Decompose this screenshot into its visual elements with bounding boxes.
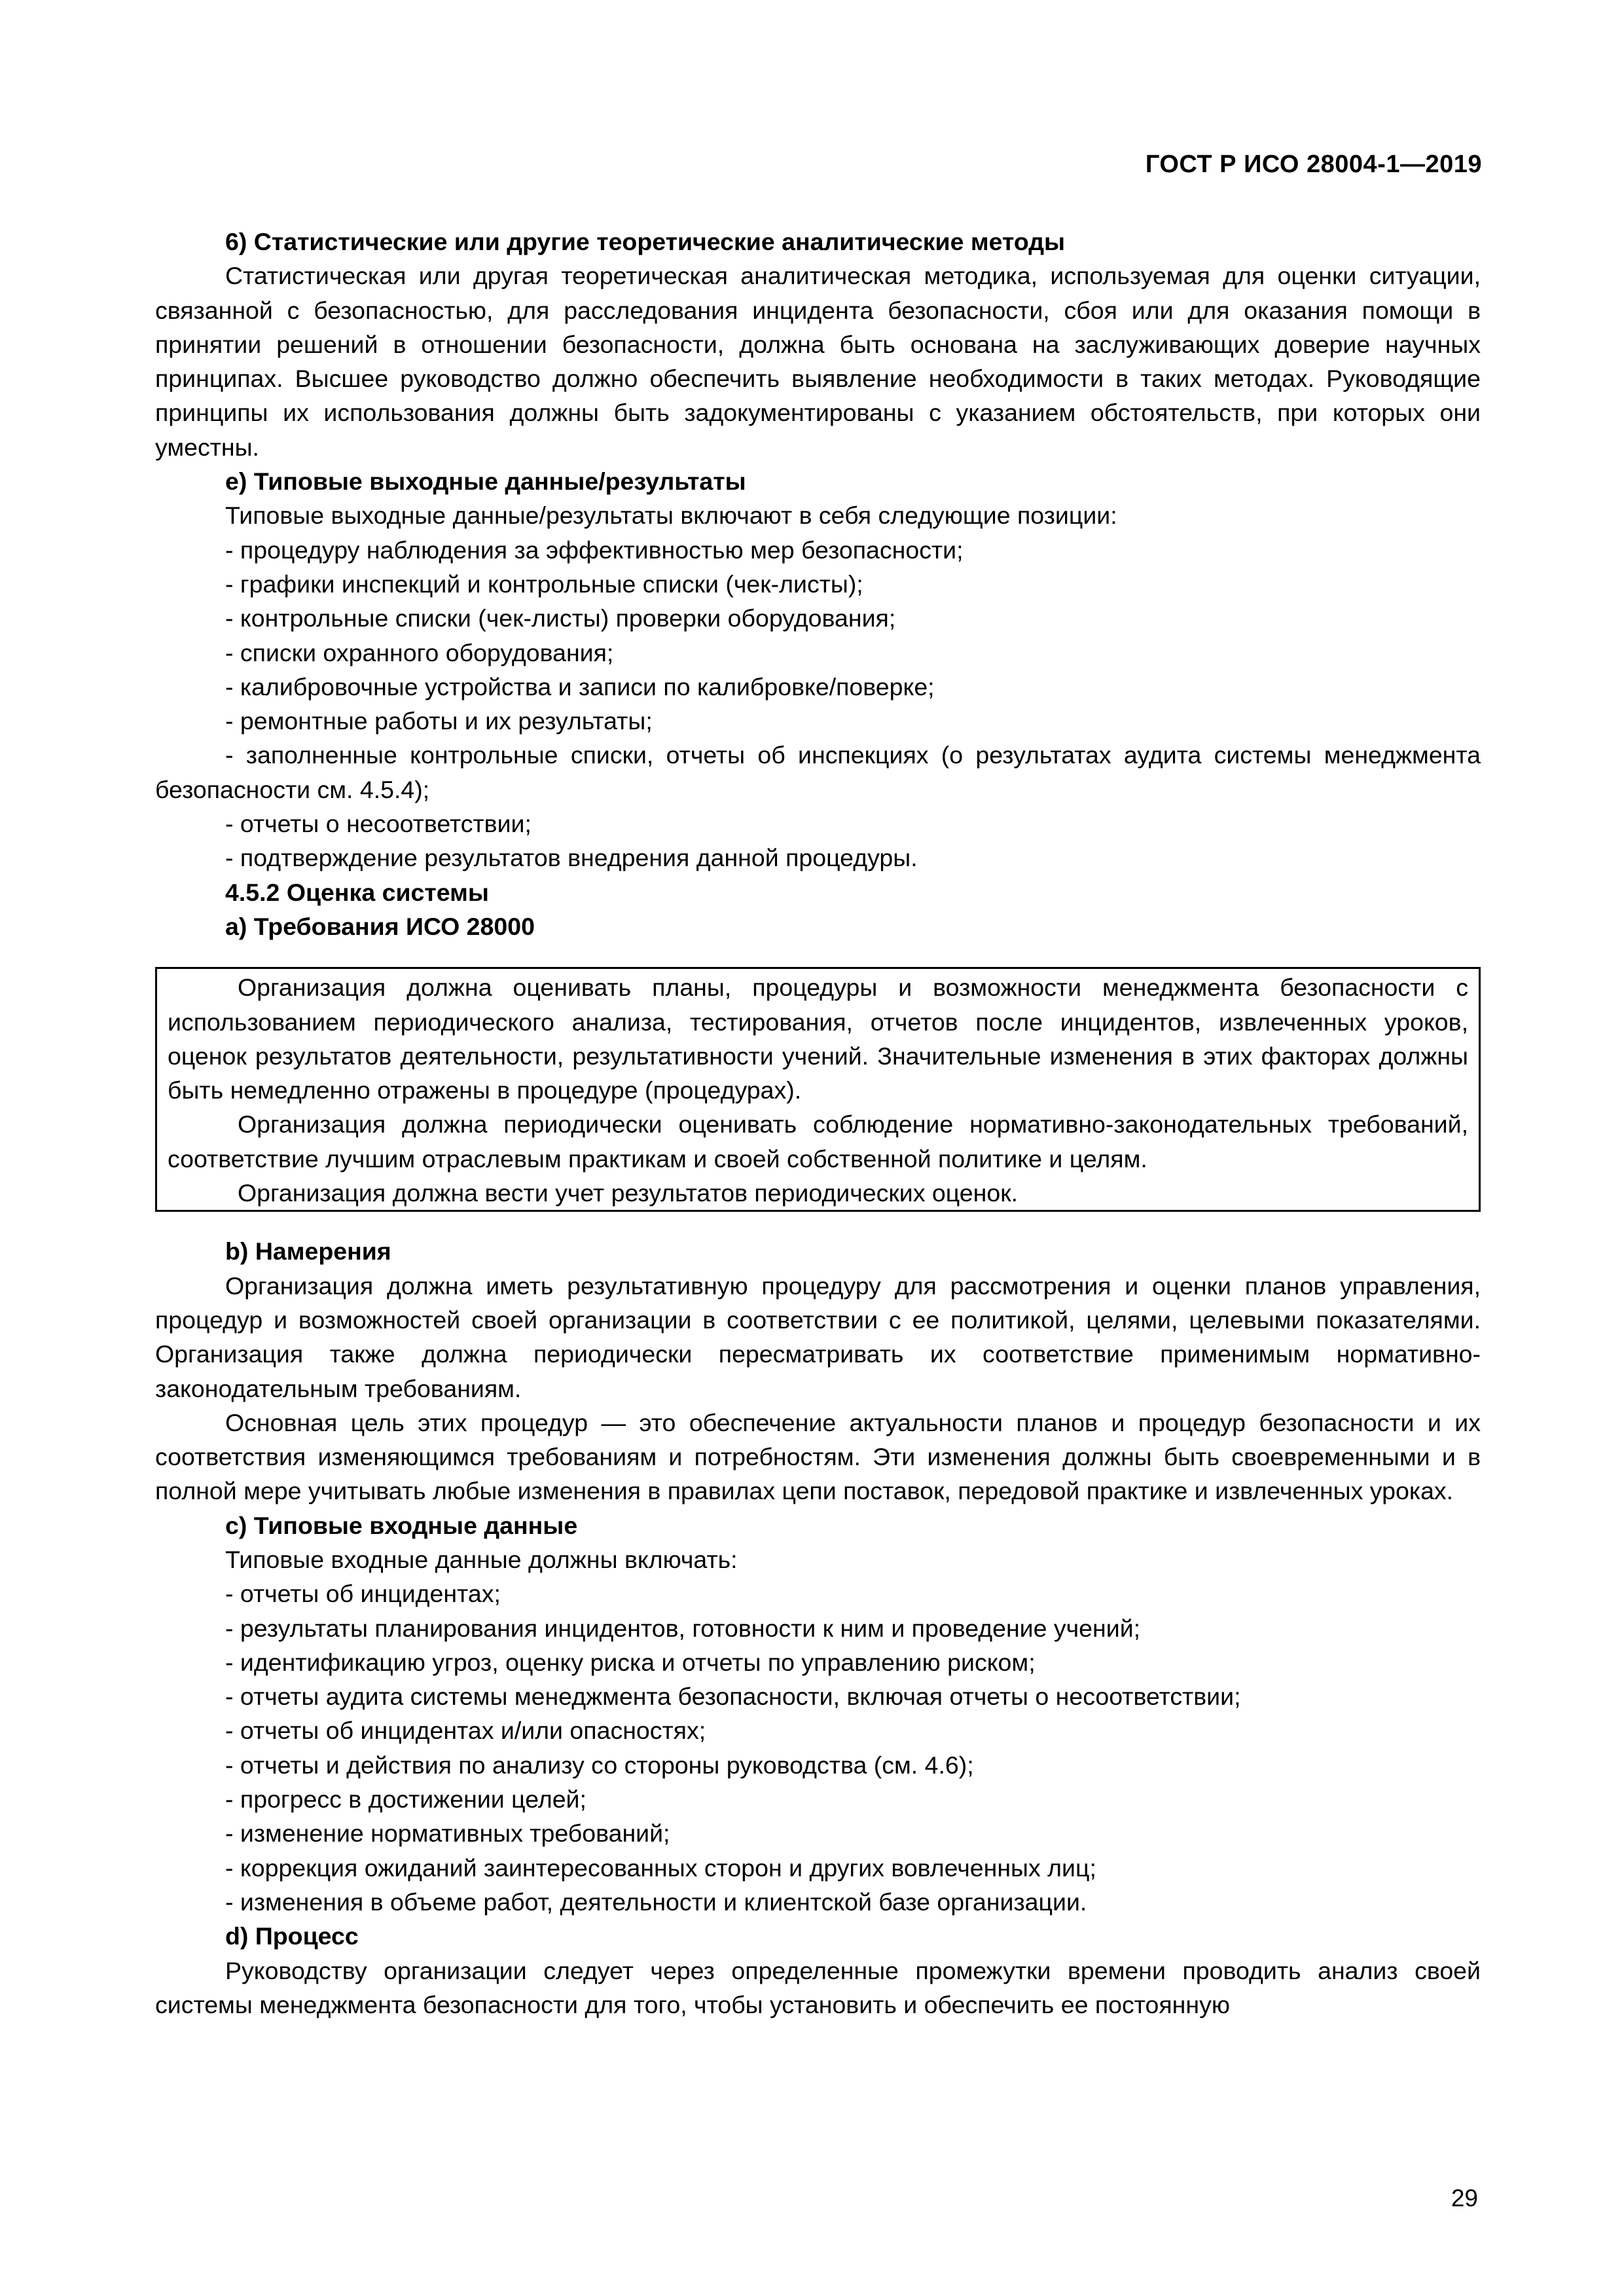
section-heading-methods: 6) Статистические или другие теоретические аналитические методы <box>225 228 1066 255</box>
list-item: - отчеты о несоответствии; <box>225 810 532 838</box>
list-item: - отчеты и действия по анализу со стороны руководства (см. 4.6); <box>225 1751 974 1779</box>
section-heading-system-evaluation: 4.5.2 Оценка системы <box>225 878 489 906</box>
list-item: - подтверждение результатов внедрения данной процедуры. <box>225 844 918 872</box>
section-heading-inputs: с) Типовые входные данные <box>225 1511 578 1539</box>
list-item: - коррекция ожиданий заинтересованных сторон и других вовлеченных лиц; <box>225 1853 1096 1882</box>
list-item: - отчеты об инцидентах; <box>225 1580 501 1608</box>
page-content <box>155 225 1481 2022</box>
list-item: - калибровочные устройства и записи по калибровке/поверке; <box>225 672 935 701</box>
list-item: - результаты планирования инцидентов, готовности к ним и проведение учений; <box>225 1614 1141 1642</box>
list-item: - ремонтные работы и их результаты; <box>225 707 653 735</box>
requirements-box <box>155 967 1481 1212</box>
box-paragraph: Организация должна оценивать планы, процедуры и возможности менеджмента безопасности с использованием периодического анализа, тестирования, отчетов после инцидентов, извлеченных уроков, оценок результатов деятельности, результативности учений. Значительные изменения в этих факторах должны быть немедленно отражены в процедуре (процедурах). <box>168 974 1468 1104</box>
list-item: - процедуру наблюдения за эффективностью мер безопасности; <box>225 536 964 564</box>
list-item: - контрольные списки (чек-листы) проверки оборудования; <box>225 604 896 632</box>
list-item: - изменение нормативных требований; <box>225 1819 670 1848</box>
section-heading-intentions: b) Намерения <box>225 1237 391 1266</box>
process-paragraph: Руководству организации следует через определенные промежутки времени проводить анализ своей системы менеджмента безопасности для того, чтобы установить и обеспечить ее постоянную <box>155 1956 1481 2018</box>
list-item: - изменения в объеме работ, деятельности и клиентской базе организации. <box>225 1887 1087 1916</box>
section-heading-outputs: е) Типовые выходные данные/результаты <box>225 467 746 496</box>
intentions-paragraph: Основная цель этих процедур — это обеспечение актуальности планов и процедур безопасности и их соответствия изменяющимся требованиям и потребностям. Эти изменения должны быть своевременными и в полной мере учитывать любые изменения в правилах цепи поставок, передовой практике и извлеченных уроках. <box>155 1408 1481 1505</box>
box-paragraph: Организация должна вести учет результатов периодических оценок. <box>238 1179 1019 1207</box>
paragraph-methods: Статистическая или другая теоретическая аналитическая методика, используемая для оценки ситуации, связанной с безопасностью, для расследования инцидента безопасности, сбоя или для оказания помощи в принятии решений в отношении безопасности, должна быть основана на заслуживающих доверие научных принципах. Высшее руководство должно обеспечить выявление необходимости в таких методах. Руководящие принципы их использования должны быть задокументированы с указанием обстоятельств, при которых они уместны. <box>155 262 1481 461</box>
list-item: - отчеты об инцидентах и/или опасностях; <box>225 1717 706 1745</box>
list-item: - графики инспекций и контрольные списки (чек-листы); <box>225 570 863 598</box>
section-heading-process: d) Процесс <box>225 1922 359 1950</box>
intentions-paragraph: Организация должна иметь результативную процедуру для рассмотрения и оценки планов управления, процедур и возможностей своей организации в соответствии с ее политикой, целями, целевыми показателями. Организация также должна периодически пересматривать их соответствие применимым нормативно-законодательным требованиям. <box>155 1271 1481 1402</box>
outputs-intro: Типовые выходные данные/результаты включают в себя следующие позиции: <box>225 501 1117 530</box>
box-paragraph: Организация должна периодически оценивать соблюдение нормативно-законодательных требований, соответствие лучшим отраслевым практикам и своей собственной политике и целям. <box>168 1110 1468 1173</box>
inputs-intro: Типовые входные данные должны включать: <box>225 1545 738 1573</box>
list-item: - идентификацию угроз, оценку риска и отчеты по управлению риском; <box>225 1648 1036 1676</box>
list-item: - отчеты аудита системы менеджмента безопасности, включая отчеты о несоответствии; <box>225 1683 1241 1711</box>
list-item: - прогресс в достижении целей; <box>225 1785 586 1813</box>
subsection-heading-requirements: а) Требования ИСО 28000 <box>225 912 535 940</box>
document-header: ГОСТ Р ИСО 28004-1—2019 <box>1145 151 1482 178</box>
page-number: 29 <box>1451 2185 1478 2212</box>
list-item: - заполненные контрольные списки, отчеты об инспекциях (о результатах аудита системы менеджмента безопасности см. 4.5.4); <box>155 741 1481 803</box>
list-item: - списки охранного оборудования; <box>225 638 614 666</box>
